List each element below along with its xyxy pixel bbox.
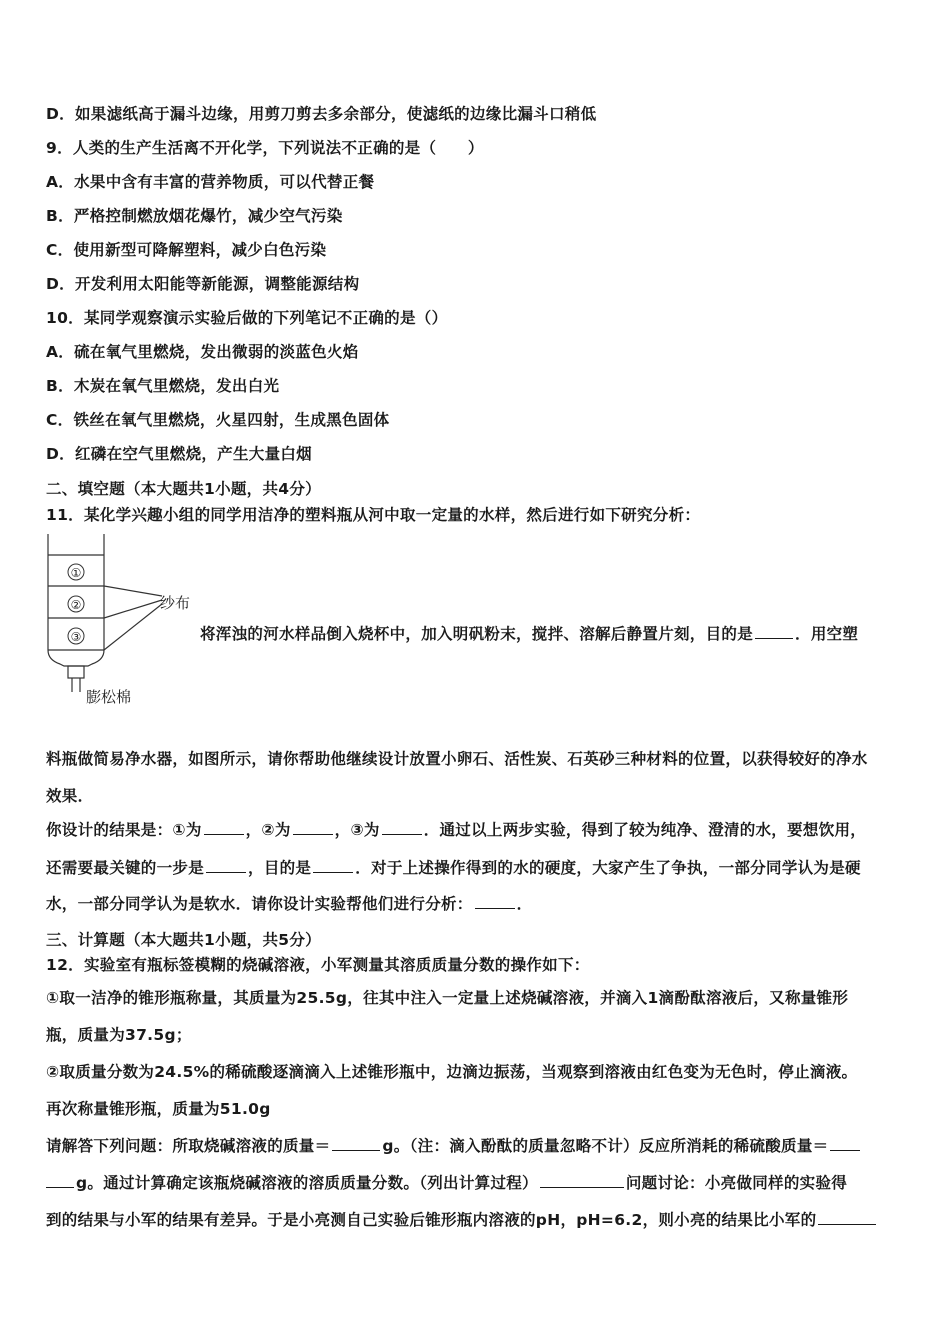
answer-blank-step-purpose[interactable] <box>313 858 353 873</box>
cotton-plug <box>68 666 84 678</box>
cotton-label: 膨松棉 <box>86 688 132 706</box>
answer-blank-acid-mass[interactable] <box>830 1136 860 1151</box>
answer-blank-acid-mass-cont[interactable] <box>46 1173 74 1188</box>
q8-option-d: D．如果滤纸高于漏斗边缘，用剪刀剪去多余部分，使滤纸的边缘比漏斗口稍低 <box>46 105 597 123</box>
section3-heading: 三、计算题（本大题共1小题，共5分） <box>46 931 321 949</box>
q12-stem: 12．实验室有瓶标签模糊的烧碱溶液，小军测量其溶质质量分数的操作如下： <box>46 956 590 974</box>
q11-stem: 11．某化学兴趣小组的同学用洁净的塑料瓶从河中取一定量的水样，然后进行如下研究分析： <box>46 506 701 524</box>
q9-stem: 9．人类的生产生活离不开化学，下列说法不正确的是（ ） <box>46 139 484 157</box>
layer-label-2: ② <box>70 598 82 612</box>
q12-question-2: g。通过计算确定该瓶烧碱溶液的溶质质量分数。（列出计算过程） 问题讨论：小亮做同样的实验得 <box>46 1171 847 1193</box>
water-filter-diagram <box>40 532 210 712</box>
answer-blank-purpose[interactable] <box>755 624 793 639</box>
q11-paragraph-1: 料瓶做简易净水器，如图所示，请你帮助他继续设计放置小卵石、活性炭、石英砂三种材料的位置，以获得较好的净水 <box>46 750 868 768</box>
section2-heading: 二、填空题（本大题共1小题，共4分） <box>46 480 321 498</box>
q11-paragraph-2: 效果． <box>46 787 94 805</box>
layer-label-3: ③ <box>70 630 82 644</box>
answer-blank-calculation[interactable] <box>540 1173 624 1188</box>
q12-step-2a: ②取质量分数为24.5%的稀硫酸逐滴滴入上述锥形瓶中，边滴边振荡，当观察到溶液由红色变为无色时，停止滴液。 <box>46 1063 858 1081</box>
answer-blank-hardness-test[interactable] <box>475 894 515 909</box>
q12-step-1b: 瓶，质量为37.5g； <box>46 1026 192 1044</box>
answer-blank-layer-3[interactable] <box>382 820 422 835</box>
gauze-label: 纱布 <box>160 594 191 612</box>
answer-blank-naoh-mass[interactable] <box>332 1136 380 1151</box>
answer-blank-comparison[interactable] <box>818 1210 876 1225</box>
q10-option-c: C．铁丝在氧气里燃烧，火星四射，生成黑色固体 <box>46 411 390 429</box>
q11-paragraph-5: 水，一部分同学认为是软水．请你设计实验帮他们进行分析： ． <box>46 895 533 913</box>
q10-option-d: D．红磷在空气里燃烧，产生大量白烟 <box>46 445 312 463</box>
q11-side-text: 将浑浊的河水样品倒入烧杯中，加入明矾粉末，搅拌、溶解后静置片刻，目的是 ．用空塑 <box>200 625 859 643</box>
q12-question-3: 到的结果与小军的结果有差异。于是小亮测自己实验后锥形瓶内溶液的pH，pH=6.2，则小亮的结果比小军的 <box>46 1208 878 1230</box>
q9-option-d: D．开发利用太阳能等新能源，调整能源结构 <box>46 275 360 293</box>
answer-blank-layer-2[interactable] <box>293 820 333 835</box>
q12-step-1a: ①取一洁净的锥形瓶称量，其质量为25.5g，往其中注入一定量上述烧碱溶液，并滴入1滴酚酞溶液后，又称量锥形 <box>46 989 849 1007</box>
q10-stem: 10．某同学观察演示实验后做的下列笔记不正确的是（） <box>46 309 448 327</box>
q9-option-a: A．水果中含有丰富的营养物质，可以代替正餐 <box>46 173 375 191</box>
q10-option-b: B．木炭在氧气里燃烧，发出白光 <box>46 377 280 395</box>
q9-option-c: C．使用新型可降解塑料，减少白色污染 <box>46 241 327 259</box>
q11-paragraph-4: 还需要最关键的一步是 ，目的是 ．对于上述操作得到的水的硬度，大家产生了争执，一部分同学认为是硬 <box>46 859 861 877</box>
q12-question-1: 请解答下列问题：所取烧碱溶液的质量＝ g。（注：滴入酚酞的质量忽略不计）反应所消耗的稀硫酸质量＝ <box>46 1134 862 1156</box>
answer-blank-key-step[interactable] <box>206 858 246 873</box>
q12-step-2b: 再次称量锥形瓶，质量为51.0g <box>46 1100 271 1118</box>
layer-label-1: ① <box>70 566 82 580</box>
q10-option-a: A．硫在氧气里燃烧，发出微弱的淡蓝色火焰 <box>46 343 359 361</box>
answer-blank-layer-1[interactable] <box>204 820 244 835</box>
q9-option-b: B．严格控制燃放烟花爆竹，减少空气污染 <box>46 207 343 225</box>
q11-paragraph-3: 你设计的结果是：①为 ，②为 ，③为 ．通过以上两步实验，得到了较为纯净、澄清的水，要想饮用， <box>46 821 867 839</box>
